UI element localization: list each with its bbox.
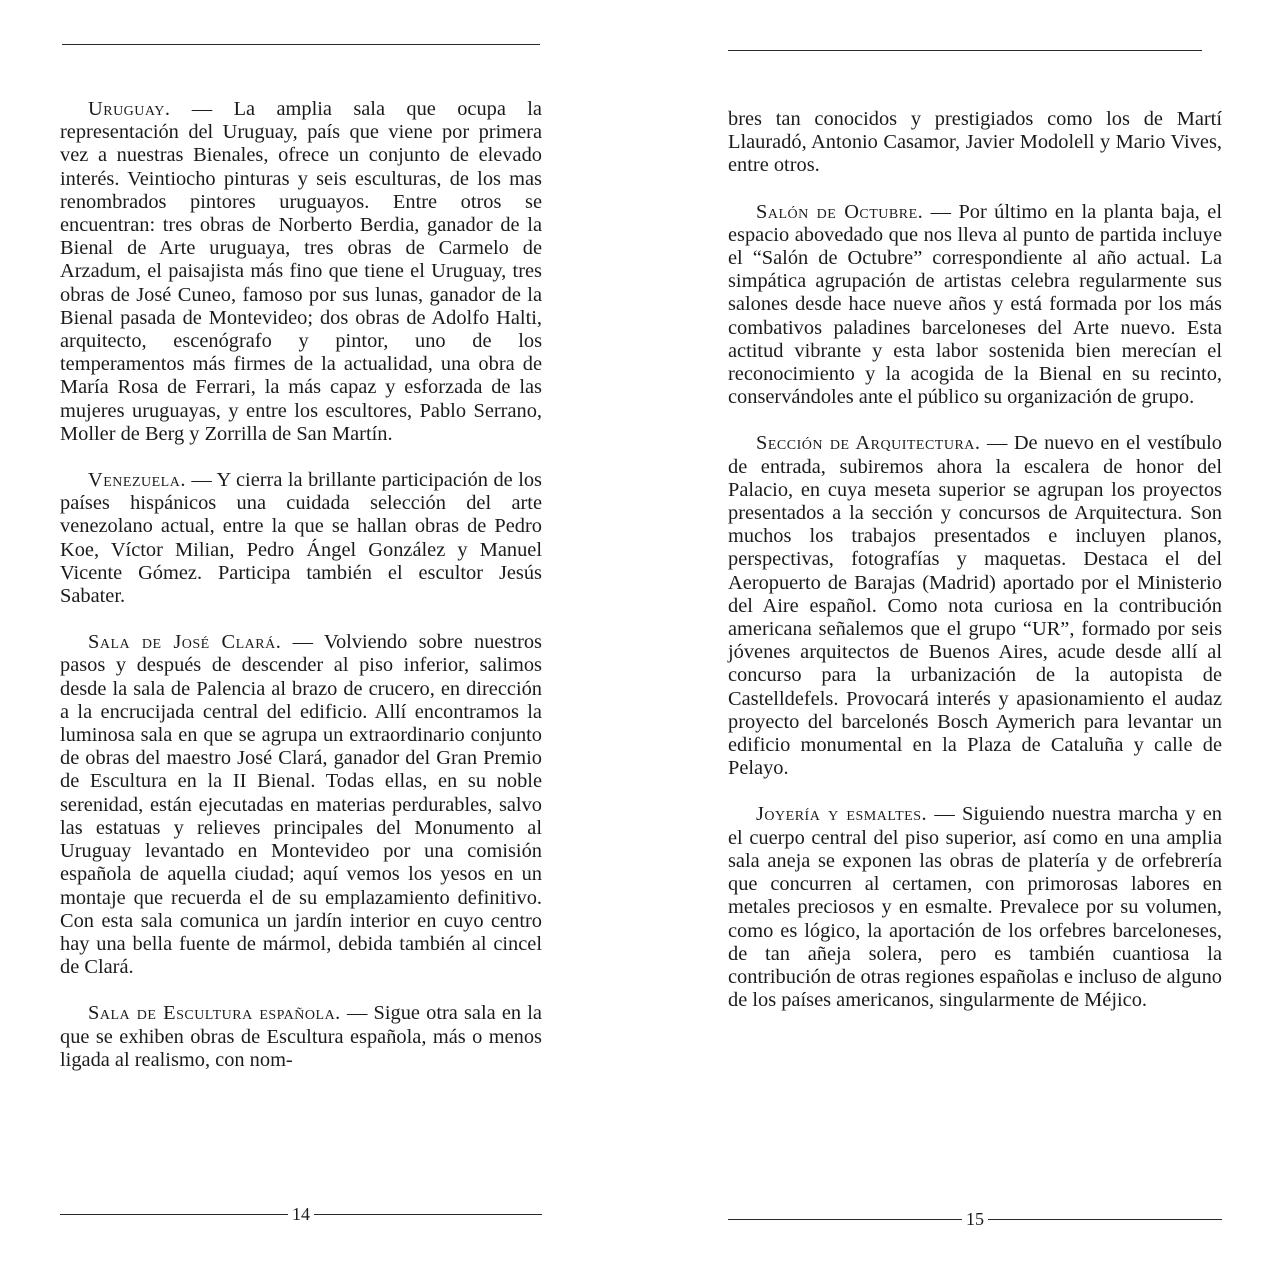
top-rule xyxy=(62,44,540,45)
paragraph-sala-escultura-espanola xyxy=(60,1002,542,1072)
paragraph-salon-de-octubre xyxy=(728,201,1222,410)
page-number: 14 xyxy=(292,1204,310,1224)
page-number: 15 xyxy=(966,1209,984,1229)
paragraph-body: — Siguiendo nuestra marcha y en el cuerpo central del piso superior, así como en una amplia sala aneja se exponen las obras de platería y de orfebrería que concurren al certamen, con primorosas labores en metales preciosos y en esmalte. Prevalece por su volumen, como es lógico, la aportación de los orfebres barceloneses, de tan añeja solera, pero es también cuantiosa la contribución de otras regiones españolas e incluso de alguno de los países americanos, singularmente de Méjico. xyxy=(728,803,1223,1012)
paragraph-uruguay xyxy=(60,98,542,446)
section-heading-sala-jose-clara: Sala de José Clará. xyxy=(88,631,282,654)
footer-rule xyxy=(988,1219,1222,1220)
paragraph-body: — La amplia sala que ocupa la representación del Uruguay, país que viene por primera vez a nuestras Bienales, ofrece un conjunto de elevado interés. Veintiocho pinturas y seis esculturas, de los mas renombrados pintores uruguayos. Entre otros se encuentran: tres obras de Norberto Berdia, ganador de la Bienal de Arte uruguaya, tres obras de Carmelo de Arzadum, el paisajista más fino que tiene el Uruguay, tres obras de José Cuneo, famoso por sus lunas, ganador de la Bienal pasada de Montevideo; dos obras de Adolfo Halti, arquitecto, escenógrafo y pintor, uno de los temperamentos más firmes de la actualidad, una obra de María Rosa de Ferrari, la más capaz y esforzada de las mujeres uruguayas, y entre los escultores, Pablo Serrano, Moller de Berg y Zorrilla de San Martín. xyxy=(60,98,542,445)
section-heading-joyeria-esmaltes: Joyería y esmaltes. xyxy=(756,803,928,826)
paragraph-venezuela xyxy=(60,469,542,608)
section-heading-seccion-arquitectura: Sección de Arquitectura. xyxy=(756,432,981,455)
top-rule xyxy=(728,50,1202,51)
right-page-text xyxy=(728,108,1222,1012)
paragraph-joyeria-esmaltes xyxy=(728,803,1222,1012)
paragraph-continuation: bres tan conocidos y prestigiados como los de Martí Llauradó, Antonio Casamor, Javier Modolell y Mario Vives, entre otros. xyxy=(728,108,1222,177)
paragraph-body: — De nuevo en el vestíbulo de entrada, subiremos ahora la escalera de honor del Palacio, en cuya meseta superior se agrupan los proyectos presentados a la sección y concursos de Arquitectura. Son muchos los trabajos presentados e incluyen planos, perspectivas, fotografías y maquetas. Destaca el del Aeropuerto de Barajas (Madrid) aportado por el Ministerio del Aire español. Como nota curiosa en la contribución americana señalemos que el grupo “UR”, formado por seis jóvenes arquitectos de Buenos Aires, acude desde allí al concurso para la urbanización de la autopista de Castelldefels. Provocará interés y apasionamiento el audaz proyecto del barcelonés Bosch Aymerich para levantar un edificio monumental en la Plaza de Cataluña y calle de Pelayo. xyxy=(728,432,1223,780)
right-page xyxy=(728,0,1222,1276)
footer-rule xyxy=(314,1214,542,1215)
paragraph-body: — Sigue otra sala en la que se exhiben obras de Escultura española, más o menos ligada al realismo, con nom- xyxy=(60,1002,542,1071)
left-page-text xyxy=(60,98,542,1072)
section-heading-sala-escultura-espanola: Sala de Escultura española. xyxy=(88,1002,341,1025)
footer-rule xyxy=(728,1219,962,1220)
section-heading-salon-de-octubre: Salón de Octubre. xyxy=(756,200,924,223)
paragraph-sala-jose-clara xyxy=(60,631,542,979)
paragraph-body: — Volviendo sobre nuestros pasos y después de descender al piso inferior, salimos desde la sala de Palencia al brazo de crucero, en dirección a la encrucijada central del edificio. Allí encontramos la luminosa sala en que se agrupa un extraordinario conjunto de obras del maestro José Clará, ganador del Gran Premio de Escultura en la II Bienal. Todas ellas, en su noble serenidad, están ejecutadas en materias perdurables, salvo las estatuas y relieves principales del Monumento al Uruguay levantado en Montevideo por una comisión española de aquella ciudad; aquí vemos los yesos en un montaje que recuerda el de su emplazamiento definitivo. Con esta sala comunica un jardín interior en cuyo centro hay una bella fuente de mármol, debida también al cincel de Clará. xyxy=(60,631,542,979)
paragraph-body: — Y cierra la brillante participación de los países hispánicos una cuidada selección del arte venezolano actual, entre la que se hallan obras de Pedro Koe, Víctor Milian, Pedro Ángel González y Manuel Vicente Gómez. Participa también el escultor Jesús Sabater. xyxy=(60,469,542,608)
left-page xyxy=(60,0,542,1276)
paragraph-body: — Por último en la planta baja, el espacio abovedado que nos lleva al punto de partida incluye el “Salón de Octubre” correspondiente al año actual. La simpática agrupación de artistas celebra regularmente sus salones desde hace nueve años y está formada por los más combativos paladines barceloneses del Arte nuevo. Esta actitud vibrante y esta labor sostenida bien merecían el reconocimiento y la acogida de la Bienal en su recinto, conservándoles ante el público su organización de grupo. xyxy=(728,200,1222,409)
page-footer xyxy=(60,1204,542,1224)
page-footer xyxy=(728,1209,1222,1229)
footer-rule xyxy=(60,1214,288,1215)
paragraph-seccion-arquitectura xyxy=(728,432,1222,780)
section-heading-venezuela: Venezuela. xyxy=(88,469,186,492)
section-heading-uruguay: Uruguay. xyxy=(88,98,171,120)
